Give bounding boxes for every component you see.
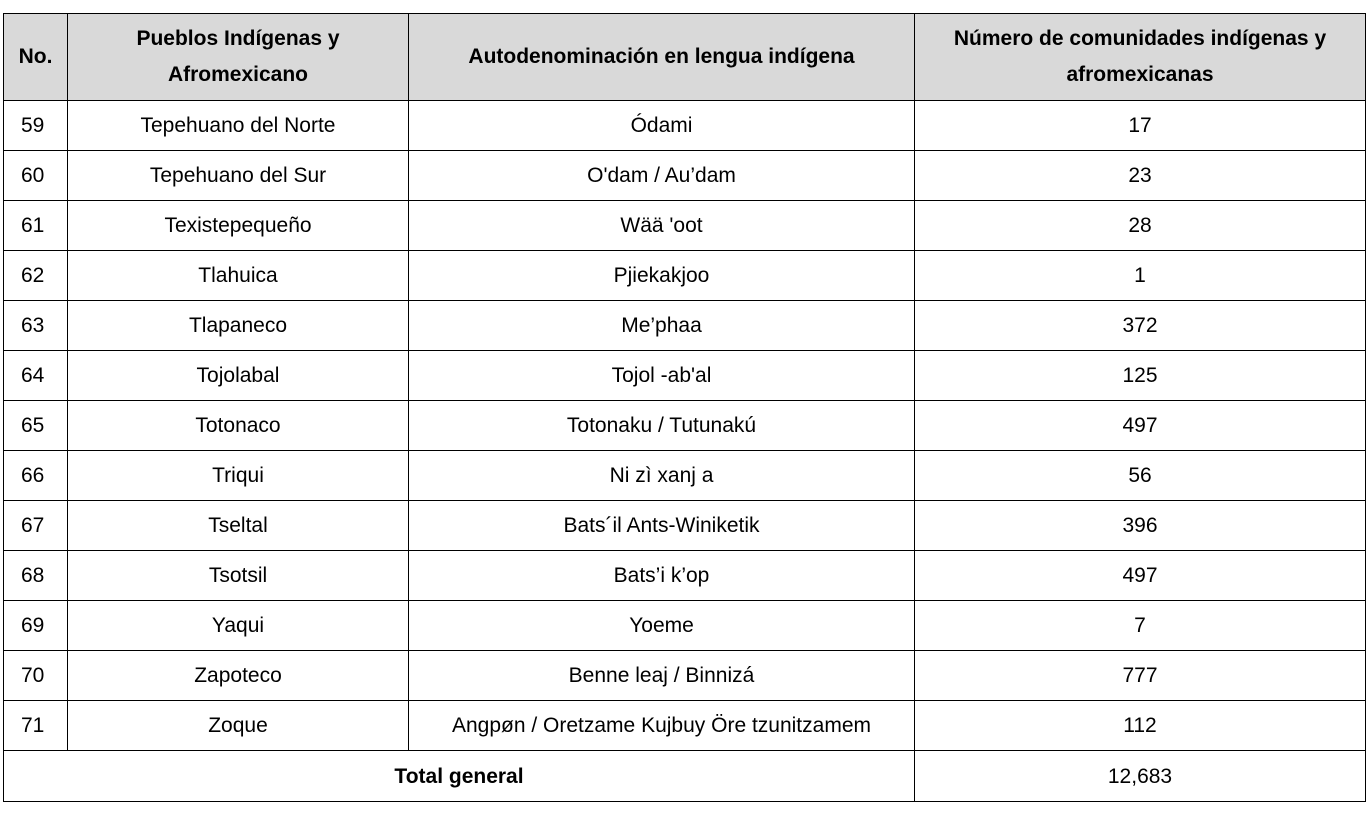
- header-pueblos: Pueblos Indígenas y Afromexicano: [68, 14, 409, 101]
- cell-autodenominacion: Angpøn / Oretzame Kujbuy Öre tzunitzamem: [409, 701, 915, 751]
- cell-comunidades: 56: [915, 451, 1366, 501]
- cell-autodenominacion: Bats´il Ants-Winiketik: [409, 501, 915, 551]
- cell-no: 63: [4, 301, 68, 351]
- cell-comunidades: 777: [915, 651, 1366, 701]
- cell-autodenominacion: Yoeme: [409, 601, 915, 651]
- cell-pueblo: Totonaco: [68, 401, 409, 451]
- cell-no: 59: [4, 101, 68, 151]
- table-row: [4, 151, 1366, 201]
- cell-no: 65: [4, 401, 68, 451]
- cell-comunidades: 396: [915, 501, 1366, 551]
- cell-comunidades: 17: [915, 101, 1366, 151]
- cell-comunidades: 23: [915, 151, 1366, 201]
- cell-no: 62: [4, 251, 68, 301]
- cell-pueblo: Texistepequeño: [68, 201, 409, 251]
- cell-no: 70: [4, 651, 68, 701]
- cell-comunidades: 497: [915, 551, 1366, 601]
- cell-pueblo: Triqui: [68, 451, 409, 501]
- table-row: [4, 351, 1366, 401]
- cell-pueblo: Tepehuano del Norte: [68, 101, 409, 151]
- cell-autodenominacion: Wää 'oot: [409, 201, 915, 251]
- cell-no: 69: [4, 601, 68, 651]
- table-row: [4, 301, 1366, 351]
- cell-autodenominacion: Bats’i k’op: [409, 551, 915, 601]
- cell-pueblo: Tsotsil: [68, 551, 409, 601]
- cell-autodenominacion: Benne leaj / Binnizá: [409, 651, 915, 701]
- cell-no: 71: [4, 701, 68, 751]
- communities-table: [3, 13, 1366, 802]
- cell-comunidades: 112: [915, 701, 1366, 751]
- table-row: [4, 251, 1366, 301]
- table-row: [4, 101, 1366, 151]
- cell-pueblo: Tojolabal: [68, 351, 409, 401]
- table-row: [4, 551, 1366, 601]
- cell-no: 67: [4, 501, 68, 551]
- cell-no: 66: [4, 451, 68, 501]
- cell-comunidades: 497: [915, 401, 1366, 451]
- table-row: [4, 501, 1366, 551]
- header-no: No.: [4, 14, 68, 101]
- table-row: [4, 451, 1366, 501]
- table-row: [4, 701, 1366, 751]
- cell-comunidades: 125: [915, 351, 1366, 401]
- cell-autodenominacion: Totonaku / Tutunakú: [409, 401, 915, 451]
- cell-autodenominacion: Pjiekakjoo: [409, 251, 915, 301]
- cell-no: 64: [4, 351, 68, 401]
- total-value: 12,683: [915, 751, 1366, 802]
- cell-autodenominacion: Ni zì xanj a: [409, 451, 915, 501]
- table-body: [4, 101, 1366, 751]
- cell-pueblo: Zoque: [68, 701, 409, 751]
- cell-comunidades: 28: [915, 201, 1366, 251]
- header-row: [4, 14, 1366, 101]
- cell-no: 68: [4, 551, 68, 601]
- cell-pueblo: Tepehuano del Sur: [68, 151, 409, 201]
- cell-pueblo: Yaqui: [68, 601, 409, 651]
- table-row: [4, 401, 1366, 451]
- cell-comunidades: 7: [915, 601, 1366, 651]
- total-label: Total general: [4, 751, 915, 802]
- cell-pueblo: Tlapaneco: [68, 301, 409, 351]
- cell-pueblo: Tseltal: [68, 501, 409, 551]
- cell-autodenominacion: O'dam / Au’dam: [409, 151, 915, 201]
- table-row: [4, 601, 1366, 651]
- cell-no: 60: [4, 151, 68, 201]
- cell-autodenominacion: Me’phaa: [409, 301, 915, 351]
- cell-no: 61: [4, 201, 68, 251]
- header-autodenominacion: Autodenominación en lengua indígena: [409, 14, 915, 101]
- cell-comunidades: 372: [915, 301, 1366, 351]
- cell-autodenominacion: Ódami: [409, 101, 915, 151]
- cell-autodenominacion: Tojol -ab'al: [409, 351, 915, 401]
- header-comunidades: Número de comunidades indígenas y afromexicanas: [915, 14, 1366, 101]
- cell-comunidades: 1: [915, 251, 1366, 301]
- cell-pueblo: Tlahuica: [68, 251, 409, 301]
- table-row: [4, 201, 1366, 251]
- total-row: [4, 751, 1366, 802]
- table-row: [4, 651, 1366, 701]
- cell-pueblo: Zapoteco: [68, 651, 409, 701]
